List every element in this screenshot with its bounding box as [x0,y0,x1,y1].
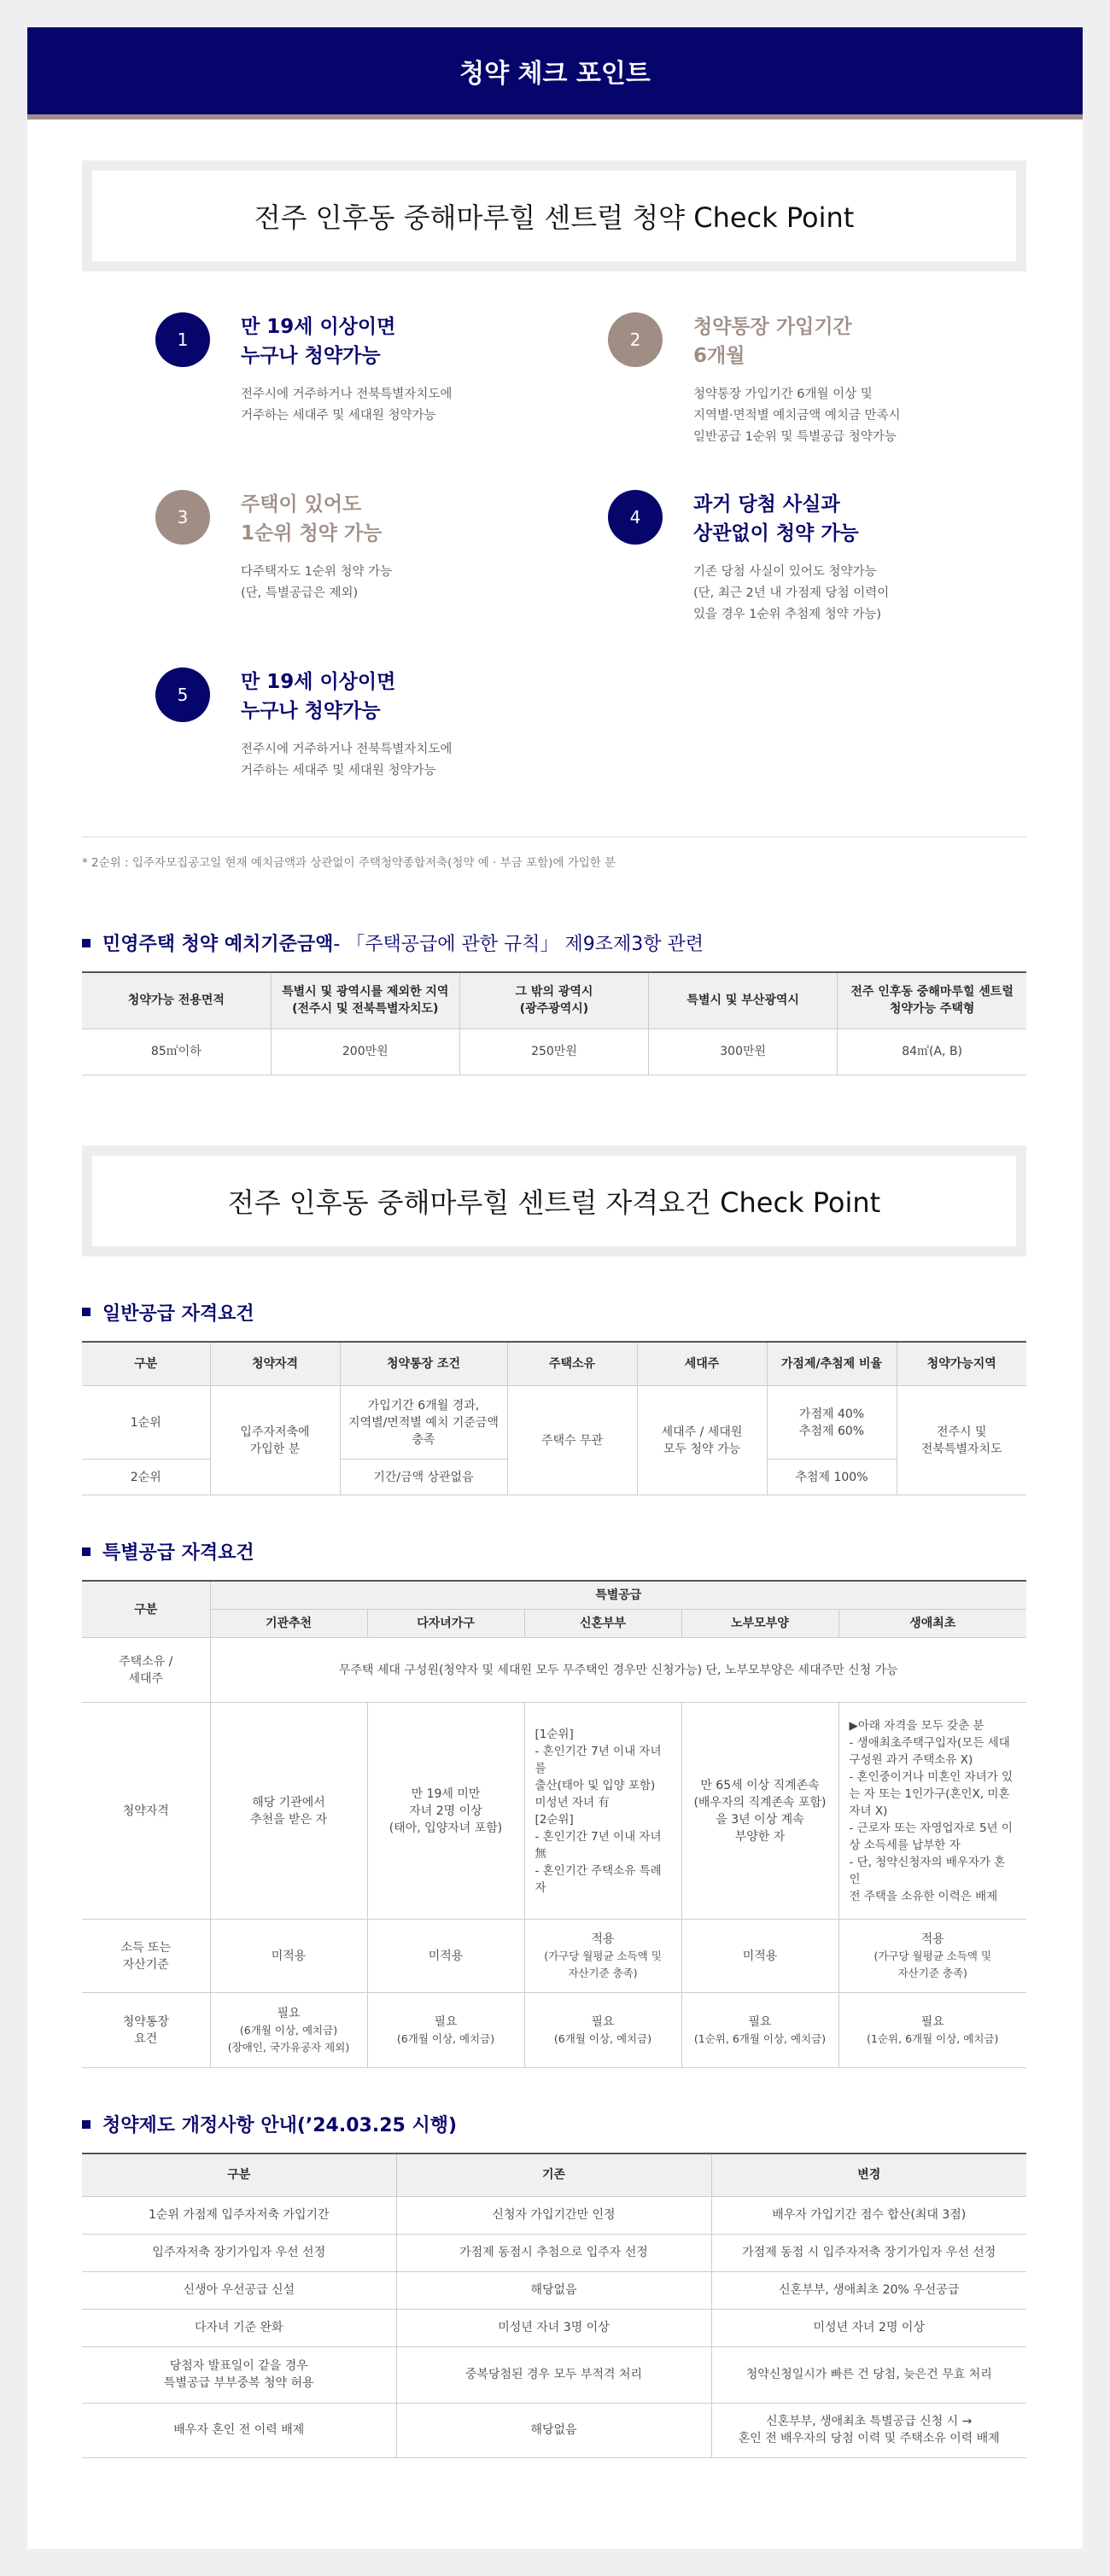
table-header: 세대주 [637,1342,767,1386]
table-header: 생애최초 [838,1610,1026,1638]
check-point-4 [608,490,992,667]
table-cell: 만 19세 미만 자녀 2명 이상 (태아, 입양자녀 포함) [367,1703,524,1920]
cell-value: 적용 [591,1932,615,1946]
table-cell: 신청자 가입기간만 인정 [396,2196,711,2234]
table-header: 특별시 및 부산광역시 [649,972,838,1029]
table-cell: 중복당첨된 경우 모두 부적격 처리 [396,2346,711,2403]
table-cell: 다자녀 기준 완화 [82,2309,396,2346]
table-cell [367,1993,524,2068]
general-section-title [82,1299,1083,1326]
table-cell: 만 65세 이상 직계존속 (배우자의 직계존속 포함) 을 3년 이상 계속 부양한 자 [681,1703,838,1920]
point-desc: 다주택자도 1순위 청약 가능 (단, 특별공급은 제외) [241,565,393,600]
check-point-1 [155,312,608,490]
cell-sub: (1순위, 6개월 이상, 예치금) [867,2031,999,2045]
table-cell: 가점제 동점시 추첨으로 입주자 선정 [396,2234,711,2271]
table-header: 특별시 및 광역시를 제외한 지역 (전주시 및 전북특별자치도) [271,972,459,1029]
table-cell: 해당 기관에서 추천을 받은 자 [210,1703,367,1920]
table-cell: 신생아 우선공급 신설 [82,2271,396,2309]
table-cell: 청약자격 [82,1703,210,1920]
table-header: 청약통장 조건 [340,1342,507,1386]
table-header: 변경 [711,2153,1026,2196]
table-cell: 85㎡이하 [82,1029,271,1075]
table-cell: 300만원 [649,1029,838,1075]
table-cell: 가입기간 6개월 경과, 지역별/면적별 예치 기준금액 충족 [340,1386,507,1460]
table-cell [838,1993,1026,2068]
table-cell: 배우자 가입기간 점수 합산(최대 3점) [711,2196,1026,2234]
point-desc: 기존 당첨 사실이 있어도 청약가능 (단, 최근 2년 내 가점제 당첨 이력이 있을 경우 1순위 추첨제 청약 가능) [693,565,890,621]
general-table [82,1341,1026,1496]
table-header: 전주 인후동 중해마루힐 센트럴 청약가능 주택형 [838,972,1026,1029]
table-header: 그 밖의 광역시 (광주광역시) [459,972,648,1029]
point-title: 만 19세 이상이면 누구나 청약가능 [241,316,396,367]
table-cell: 당첨자 발표일이 같을 경우 특별공급 부부중복 청약 허용 [82,2346,396,2403]
table-cell [524,1920,681,1993]
point-number: 2 [608,312,663,367]
check-points [155,312,992,830]
table-cell: 1순위 [82,1386,210,1460]
table-cell [524,1993,681,2068]
table-cell [838,1920,1026,1993]
check-point-3 [155,490,608,667]
check2-title-box [82,1145,1026,1256]
reform-title: 청약제도 개정사항 안내(’24.03.25 시행) [102,2115,458,2136]
table-cell: 해당없음 [396,2403,711,2457]
table-cell: 신혼부부, 생애최초 특별공급 신청 시 → 혼인 전 배우자의 당첨 이력 및 주택소유 이력 배제 [711,2403,1026,2457]
cell-value: 필요 [748,2014,772,2029]
deposit-title-sub: - 「주택공급에 관한 규칙」 제9조제3항 관련 [333,934,704,955]
cell-sub: (6개월 이상, 예치금) (장애인, 국가유공자 제외) [227,2023,350,2054]
point-number: 5 [155,667,210,722]
table-header: 청약가능지역 [897,1342,1026,1386]
table-cell: 미적용 [210,1920,367,1993]
deposit-section-title [82,930,1083,956]
point-title: 만 19세 이상이면 누구나 청약가능 [241,671,396,722]
check2-title: 전주 인후동 중해마루힐 센트럴 자격요건 Check Point [227,1186,881,1219]
table-cell: 84㎡(A, B) [838,1029,1026,1075]
cell-sub: (6개월 이상, 예치금) [553,2031,652,2045]
footnote: * 2순위 : 입주자모집공고일 현재 예치금액과 상관없이 주택청약종합저축(청약 예 · 부금 포함)에 가입한 분 [82,856,616,870]
bullet-square [82,1308,91,1316]
reform-section-title [82,2111,1083,2137]
point-number: 1 [155,312,210,367]
point-desc: 전주시에 거주하거나 전북특별자치도에 거주하는 세대주 및 세대원 청약가능 [241,743,453,778]
banner [27,27,1083,119]
cell-sub: (6개월 이상, 예치금) [396,2031,495,2045]
table-header: 신혼부부 [524,1610,681,1638]
table-cell: 입주자저축에 가입한 분 [210,1386,340,1495]
table-cell: 소득 또는 자산기준 [82,1920,210,1993]
divider [82,836,1026,837]
reform-table [82,2153,1026,2458]
table-cell: 주택수 무관 [507,1386,637,1495]
table-cell: 해당없음 [396,2271,711,2309]
cell-value: 필요 [277,2006,301,2020]
cell-sub: (1순위, 6개월 이상, 예치금) [693,2031,827,2045]
point-number: 4 [608,490,663,545]
check-point-2 [608,312,992,490]
table-cell [210,1993,367,2068]
general-title: 일반공급 자격요건 [102,1303,254,1325]
table-cell: 기간/금액 상관없음 [340,1460,507,1495]
check1-title-box [82,160,1026,271]
table-cell: 가점제 40% 추첨제 60% [767,1386,897,1460]
point-number: 3 [155,490,210,545]
table-cell: 2순위 [82,1460,210,1495]
bullet-square [82,939,91,947]
table-header: 다자녀가구 [367,1610,524,1638]
banner-title: 청약 체크 포인트 [459,59,651,89]
table-header: 구분 [82,1581,210,1638]
cell-sub: (가구당 월평균 소득액 및 자산기준 충족) [544,1949,662,1979]
point-title: 청약통장 가입기간 6개월 [693,316,852,367]
table-header: 가점제/추첨제 비율 [767,1342,897,1386]
cell-value: 필요 [591,2014,615,2029]
check-point-5 [155,667,608,830]
table-cell: 미성년 자녀 2명 이상 [711,2309,1026,2346]
table-cell: 배우자 혼인 전 이력 배제 [82,2403,396,2457]
table-cell: 가점제 동점 시 입주자저축 장기가입자 우선 선정 [711,2234,1026,2271]
table-cell: 주택소유 / 세대주 [82,1638,210,1703]
table-cell [681,1993,838,2068]
table-cell: 세대주 / 세대원 모두 청약 가능 [637,1386,767,1495]
table-cell: 미적용 [681,1920,838,1993]
table-cell: [1순위] - 혼인기간 7년 이내 자녀를 출산(태아 및 입양 포함) 미성년 자녀 有 [2순위] - 혼인기간 7년 이내 자녀 無 - 혼인기간 주택소유 특례 자 [524,1703,681,1920]
table-header: 주택소유 [507,1342,637,1386]
table-cell: 미성년 자녀 3명 이상 [396,2309,711,2346]
table-header: 구분 [82,1342,210,1386]
table-cell: 입주자저축 장기가입자 우선 선정 [82,2234,396,2271]
cell-sub: (가구당 월평균 소득액 및 자산기준 충족) [873,1949,992,1979]
bullet-square [82,1547,91,1556]
special-title: 특별공급 자격요건 [102,1542,254,1564]
deposit-title-main: 민영주택 청약 예치기준금액 [102,934,334,955]
table-cell: 250만원 [459,1029,648,1075]
table-header: 청약가능 전용면적 [82,972,271,1029]
table-cell: 추첨제 100% [767,1460,897,1495]
table-header: 구분 [82,2153,396,2196]
table-cell: 미적용 [367,1920,524,1993]
table-cell: 청약통장 요건 [82,1993,210,2068]
table-cell: ▶아래 자격을 모두 갖춘 분 - 생애최초주택구입자(모든 세대 구성원 과거 주택소유 X) - 혼인중이거나 미혼인 자녀가 있 는 자 또는 1인가구(혼인X, 미혼 자녀 X) - 근로자 또는 자영업자로 5년 이 상 소득세를 납부한 자 - 단, 청약신청자의 배우자가 혼인 전 주택을 소유한 이력은 배제 [838,1703,1026,1920]
table-cell: 신혼부부, 생애최초 20% 우선공급 [711,2271,1026,2309]
table-cell: 전주시 및 전북특별자치도 [897,1386,1026,1495]
table-header: 기존 [396,2153,711,2196]
cell-value: 필요 [920,2014,944,2029]
table-header: 노부모부양 [681,1610,838,1638]
table-header: 청약자격 [210,1342,340,1386]
table-header: 특별공급 [210,1581,1026,1610]
cell-value: 필요 [434,2014,458,2029]
special-section-title [82,1538,1083,1565]
page [27,27,1083,2549]
point-title: 과거 당첨 사실과 상관없이 청약 가능 [693,493,859,545]
table-header: 기관추천 [210,1610,367,1638]
deposit-table [82,971,1026,1075]
bullet-square [82,2120,91,2129]
check1-title: 전주 인후동 중해마루힐 센트럴 청약 Check Point [254,201,855,234]
point-title: 주택이 있어도 1순위 청약 가능 [241,493,383,545]
point-desc: 청약통장 가입기간 6개월 이상 및 지역별·면적별 예치금액 예치금 만족시 일반공급 1순위 및 특별공급 청약가능 [693,388,901,444]
table-cell: 청약신청일시가 빠른 건 당첨, 늦은건 무효 처리 [711,2346,1026,2403]
point-desc: 전주시에 거주하거나 전북특별자치도에 거주하는 세대주 및 세대원 청약가능 [241,388,453,423]
table-cell: 1순위 가점제 입주자저축 가입기간 [82,2196,396,2234]
table-cell: 무주택 세대 구성원(청약자 및 세대원 모두 무주택인 경우만 신청가능) 단, 노부모부양은 세대주만 신청 가능 [210,1638,1026,1703]
cell-value: 적용 [920,1932,944,1946]
special-table [82,1580,1026,2068]
table-cell: 200만원 [271,1029,459,1075]
